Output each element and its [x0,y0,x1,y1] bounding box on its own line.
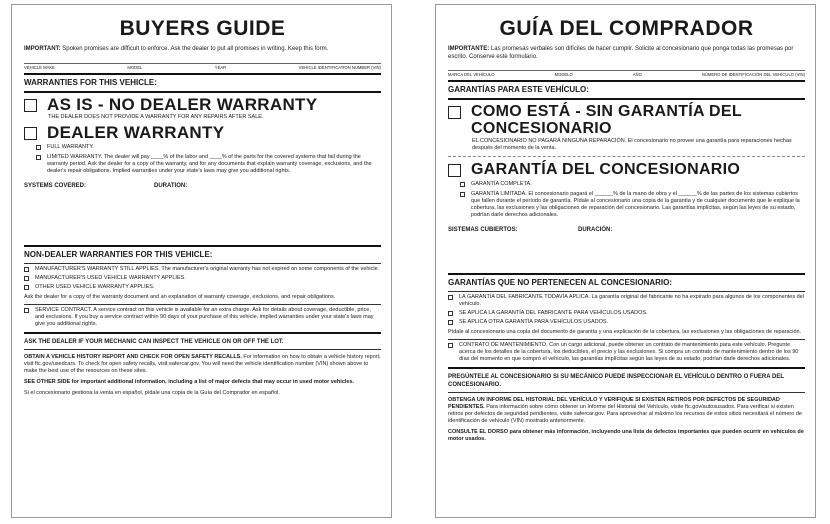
nd-item-text: SE APLICA LA GARANTÍA DEL FABRICANTE PARA VEHÍCULOS USADOS. [459,310,648,316]
history-report-heading: OBTAIN A VEHICLE HISTORY REPORT AND CHECK FOR OPEN SAFETY RECALLS. [24,354,242,360]
history-report-heading: OBTENGA UN INFORME DEL HISTORIAL DEL VEHÍCULO Y VERIFIQUE SI EXISTEN RETIROS POR DEFECTOS DE SEGURIDAD PENDIENTES. [448,397,780,410]
nd-checkbox[interactable] [448,320,453,325]
nd-item-manufacturer[interactable] [448,294,805,308]
service-contract-text: SERVICE CONTRACT. A service contract on this vehicle is available for an extra charge. Ask for details about coverage, deductible, price, and exclusions. If you buy a service contract within 90 days of your purchase of this vehicle, implied warranties under your state's laws may give you additional rights. [35,306,374,327]
systems-covered-label: SISTEMAS CUBIERTOS: [448,227,518,233]
service-contract-option[interactable] [448,342,805,363]
nd-item-text: SE APLICA OTRA GARANTÍA PARA VEHÍCULOS USADOS. [459,319,609,325]
service-contract-checkbox[interactable] [448,343,453,348]
dealer-warranty-label: GARANTÍA DEL CONCESIONARIO [471,161,741,178]
history-report-paragraph [24,354,381,375]
limited-warranty-text: LIMITED WARRANTY. The dealer will pay ____% of the labor and ____% of the parts for the covered systems that fail during the warranty period. Ask the dealer for a copy of the warranty, and for any documents that explain warranty coverage, exclusions, and the dealer's repair obligations. Implied warranties under your state's laws may give you additional rights. [47,153,372,174]
nd-item-manufacturer-used[interactable] [24,275,381,282]
important-label: IMPORTANTE: [448,46,490,52]
vin-label: NÚMERO DE IDENTIFICACIÓN DEL VEHÍCULO (VIN) [701,72,805,77]
service-contract-text: CONTRATO DE MANTENIMIENTO. Con un cargo adicional, puede obtener un contrato de mantenimiento para este vehículo. Pregunte acerca de los detalles de la cobertura, los deducibles, el precio y las exclusiones. Si compra un contrato de mantenimiento dentro de los 90 días del momento en que compró el vehículo, las garantías implícitas según las leyes de su estado, podrían darle derechos adicionales. [459,342,799,362]
important-text: Las promesas verbales son difíciles de hacer cumplir. Solicite al concesionario que ponga todas las promesas por escrito. Conserve este formulario. [448,46,794,60]
see-other-side-paragraph [24,379,381,386]
full-warranty-checkbox[interactable] [460,182,465,187]
nd-item-other-used[interactable] [448,319,805,326]
vehicle-fields-row [448,70,805,77]
limited-warranty-text: GARANTÍA LIMITADA. El concesionario pagará el ______% de la mano de obra y el ______% de las partes de los sistemas cubiertos que fallen durante el período de garantía. Pídale al concesionario una copia de la garantía y de cualquier documento que le explique la cobertura, las exclusiones y las obligaciones de reparación del concesionario. Las garantías implícitas, según las leyes de su estado, podrían darle derechos adicionales. [471,191,800,218]
page-title: BUYERS GUIDE [119,17,286,40]
buyers-guide-spanish [435,4,816,518]
ask-copy-text: Pídale al concesionario una copia del documento de garantía y una explicación de la cobertura, las exclusiones y las obligaciones de reparación. [448,329,802,335]
as-is-label: COMO ESTÁ - SIN GARANTÍA DEL CONCESIONARIO [471,103,742,137]
nd-checkbox[interactable] [448,311,453,316]
warranties-heading: GARANTÍAS PARA ESTE VEHÍCULO: [448,85,589,94]
service-contract-checkbox[interactable] [24,308,29,313]
nd-item-text: OTHER USED VEHICLE WARRANTY APPLIES. [35,283,155,290]
buyers-guide-english [11,4,392,518]
dealer-warranty-option[interactable] [448,161,805,178]
dealer-warranty-label: DEALER WARRANTY [47,122,225,142]
full-warranty-checkbox[interactable] [36,145,41,150]
nd-item-text: LA GARANTÍA DEL FABRICANTE TODAVÍA APLICA. La garantía original del fabricante no ha expirado para algunos de los componentes del vehículo. [459,294,804,307]
as-is-option[interactable] [24,96,381,113]
mechanic-inspection-text: ASK THE DEALER IF YOUR MECHANIC CAN INSPECT THE VEHICLE ON OR OFF THE LOT. [24,338,284,345]
as-is-note: EL CONCESIONARIO NO PAGARÁ NINGUNA REPARACIÓN. El concesionario no provee una garantía para reparaciones hechas después del momento de la venta. [472,138,792,151]
nd-checkbox[interactable] [448,295,453,300]
service-contract-option[interactable] [24,307,381,328]
spanish-note: Si el concesionario gestiona la venta en español, pídale una copia de la Guía del Comprador en español. [24,390,280,396]
see-other-side-paragraph [448,429,805,443]
full-warranty-option[interactable] [460,181,805,188]
year-label: YEAR [214,64,227,70]
important-label: IMPORTANT: [24,46,61,52]
as-is-checkbox[interactable] [24,99,37,112]
page-title: GUÍA DEL COMPRADOR [499,17,754,40]
important-notice [448,46,805,61]
history-report-text: Para información sobre cómo obtener un Informe del Historial del Vehículo, visite ftc.gov/autosusados. Para verificar si existen retiros por defectos de seguridad pendientes, visite safercar.gov. Para aprovechar al máximo los recursos de estos sitios necesitará el número de identificación de vehículo (VIN) mostrado anteriormente. [448,404,802,424]
limited-warranty-checkbox[interactable] [460,192,465,197]
dealer-warranty-option[interactable] [24,124,381,141]
as-is-note: THE DEALER DOES NOT PROVIDE A WARRANTY FOR ANY REPAIRS AFTER SALE. [48,113,264,120]
dealer-warranty-checkbox[interactable] [24,127,37,140]
nd-item-other-used[interactable] [24,284,381,291]
warranties-heading: WARRANTIES FOR THIS VEHICLE: [24,77,157,87]
dealer-warranty-checkbox[interactable] [448,164,461,177]
nd-checkbox[interactable] [24,276,29,281]
duration-label: DURATION: [154,182,188,189]
limited-warranty-option[interactable] [36,154,381,175]
duration-label: DURACIÓN: [578,227,613,233]
limited-warranty-checkbox[interactable] [36,155,41,160]
vehicle-make-label: MARCA DEL VEHÍCULO [448,72,495,77]
vehicle-make-label: VEHICLE MAKE [24,64,55,70]
non-dealer-heading: NON-DEALER WARRANTIES FOR THIS VEHICLE: [24,249,213,259]
non-dealer-heading: GARANTÍAS QUE NO PERTENECEN AL CONCESIONARIO: [448,278,673,287]
vin-label: VEHICLE IDENTIFICATION NUMBER (VIN) [298,64,381,70]
model-label: MODEL [127,64,143,70]
see-other-side-text: SEE OTHER SIDE for important additional information, including a list of major defects that may occur in used motor vehicles. [24,379,355,385]
ask-copy-text: Ask the dealer for a copy of the warranty document and an explanation of warranty coverage, exclusions, and repair obligations. [24,293,336,300]
see-other-side-text: CONSULTE EL DORSO para obtener más información, incluyendo una lista de defectos importantes que pueden ocurrir en vehículos de motor usados. [448,429,804,442]
model-label: MODELO [554,72,573,77]
nd-item-manufacturer[interactable] [24,266,381,273]
nd-checkbox[interactable] [24,285,29,290]
nd-item-text: MANUFACTURER'S USED VEHICLE WARRANTY APPLIES. [35,274,186,281]
nd-checkbox[interactable] [24,267,29,272]
important-text: Spoken promises are difficult to enforce. Ask the dealer to put all promises in writing. Keep this form. [62,46,329,52]
nd-item-manufacturer-used[interactable] [448,310,805,317]
year-label: AÑO [632,72,642,77]
nd-item-text: MANUFACTURER'S WARRANTY STILL APPLIES. The manufacturer's original warranty has not expired on some components of the vehicle. [35,265,380,272]
full-warranty-label: FULL WARRANTY. [47,143,94,150]
limited-warranty-option[interactable] [460,191,805,219]
systems-covered-label: SYSTEMS COVERED: [24,182,87,189]
vehicle-fields-row [24,63,381,70]
history-report-text: For information on how to obtain a vehicle history report, visit ftc.gov/usedcars. To check for open safety recalls, visit safercar.gov. You will need the vehicle identification number (VIN) shown above to make the best use of the resources on these sites. [24,354,381,374]
history-report-paragraph [448,397,805,425]
as-is-option[interactable] [448,103,805,137]
full-warranty-option[interactable] [36,144,381,151]
as-is-label: AS IS - NO DEALER WARRANTY [47,94,318,114]
mechanic-inspection-text: PREGÚNTELE AL CONCESIONARIO SI SU MECÁNICO PUEDE INSPECCIONAR EL VEHÍCULO DENTRO O FUERA DEL CONCESIONARIO. [448,374,784,388]
important-notice [24,46,381,54]
as-is-checkbox[interactable] [448,106,461,119]
full-warranty-label: GARANTÍA COMPLETA. [471,181,532,187]
